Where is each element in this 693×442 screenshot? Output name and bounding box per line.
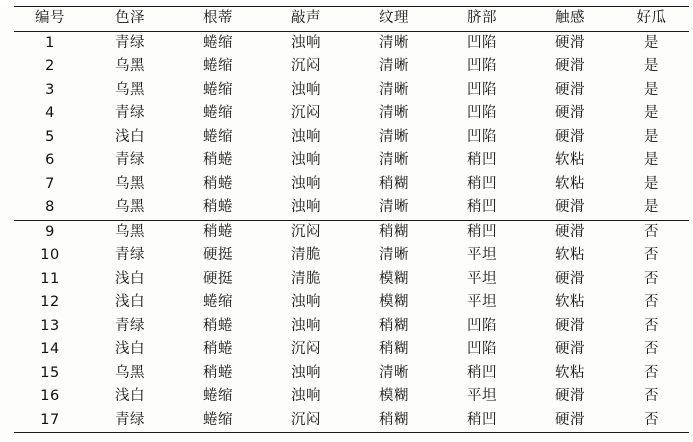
cell-value: 浊响 — [291, 175, 321, 192]
cell-value: 稍蜷 — [203, 152, 233, 168]
cell-value: 是 — [644, 175, 659, 192]
cell-value: 否 — [644, 364, 659, 381]
column-header-color: 色泽 — [86, 7, 174, 32]
cell-value: 浅白 — [115, 270, 145, 287]
cell-value: 稍蜷 — [203, 317, 233, 334]
cell-value: 清脆 — [291, 270, 321, 287]
cell-value: 凹陷 — [467, 34, 497, 51]
cell-value: 沉闷 — [262, 409, 350, 433]
cell-value: 硬滑 — [555, 388, 585, 404]
table-row — [14, 149, 689, 173]
cell-value: 清晰 — [379, 364, 409, 381]
column-header-umbilicus: 脐部 — [438, 7, 526, 32]
cell-value: 浊响 — [291, 364, 321, 381]
cell-value: 蜷缩 — [203, 128, 233, 145]
cell-value: 沉闷 — [291, 58, 321, 74]
table-row — [14, 409, 689, 433]
cell-value: 乌黑 — [115, 175, 145, 192]
cell-value: 硬滑 — [555, 81, 585, 98]
cell-value: 否 — [644, 270, 659, 287]
cell-value: 乌黑 — [115, 58, 145, 74]
cell-id: 10 — [40, 247, 60, 263]
cell-value: 稍凹 — [467, 199, 497, 215]
table-header — [14, 7, 689, 32]
cell-value: 稍糊 — [350, 409, 438, 433]
cell-value: 蜷缩 — [203, 294, 233, 310]
cell-value: 是 — [644, 34, 659, 51]
cell-value: 平坦 — [467, 270, 497, 287]
cell-value: 稍糊 — [379, 175, 409, 192]
cell-value: 清晰 — [379, 81, 409, 98]
cell-value: 浊响 — [291, 128, 321, 145]
cell-id: 17 — [14, 409, 86, 433]
cell-id: 16 — [40, 388, 60, 404]
cell-value: 稍糊 — [350, 220, 438, 244]
column-header-texture: 纹理 — [350, 7, 438, 32]
cell-value: 沉闷 — [291, 105, 321, 121]
cell-id: 14 — [40, 341, 60, 357]
cell-value: 凹陷 — [467, 105, 497, 121]
cell-value: 浊响 — [291, 294, 321, 310]
cell-value: 稍蜷 — [203, 199, 233, 215]
cell-value: 乌黑 — [86, 220, 174, 244]
cell-value: 平坦 — [467, 247, 497, 263]
cell-id: 12 — [40, 294, 60, 310]
cell-value: 清晰 — [379, 152, 409, 168]
cell-value: 模糊 — [379, 294, 409, 310]
cell-value: 是 — [644, 58, 659, 74]
table-header-row — [14, 7, 689, 32]
table-row — [14, 220, 689, 244]
cell-value: 清晰 — [379, 34, 409, 51]
cell-value: 是 — [644, 105, 659, 121]
cell-value: 软粘 — [555, 294, 585, 310]
cell-value: 乌黑 — [115, 364, 145, 381]
cell-id: 6 — [45, 152, 55, 168]
cell-value: 浅白 — [115, 294, 145, 310]
column-header-root: 根蒂 — [174, 7, 262, 32]
cell-value: 凹陷 — [467, 128, 497, 145]
cell-value: 模糊 — [379, 388, 409, 404]
cell-value: 否 — [644, 341, 659, 357]
cell-value: 浊响 — [291, 81, 321, 98]
cell-value: 青绿 — [115, 317, 145, 334]
cell-value: 清脆 — [291, 247, 321, 263]
cell-value: 是 — [644, 128, 659, 145]
cell-value: 乌黑 — [115, 199, 145, 215]
table-row — [14, 338, 689, 362]
cell-value: 乌黑 — [115, 81, 145, 98]
cell-value: 否 — [644, 294, 659, 310]
cell-value: 硬滑 — [555, 341, 585, 357]
cell-value: 沉闷 — [262, 220, 350, 244]
cell-value: 蜷缩 — [203, 388, 233, 404]
cell-value: 浅白 — [115, 388, 145, 404]
table-row — [14, 291, 689, 315]
cell-value: 青绿 — [115, 34, 145, 51]
cell-value: 模糊 — [379, 270, 409, 287]
cell-value: 蜷缩 — [203, 34, 233, 51]
cell-value: 硬滑 — [555, 128, 585, 145]
cell-value: 蜷缩 — [174, 409, 262, 433]
cell-value: 硬挺 — [203, 270, 233, 287]
column-header-label: 好瓜 — [614, 7, 689, 32]
table-row — [14, 244, 689, 268]
cell-value: 青绿 — [86, 409, 174, 433]
watermelon-dataset-table — [14, 6, 689, 433]
cell-value: 浊响 — [291, 388, 321, 404]
cell-value: 稍糊 — [379, 341, 409, 357]
table-row — [14, 79, 689, 103]
cell-value: 浊响 — [291, 152, 321, 168]
cell-value: 软粘 — [555, 175, 585, 192]
cell-value: 蜷缩 — [203, 105, 233, 121]
column-header-id: 编号 — [14, 7, 86, 32]
cell-value: 硬滑 — [555, 317, 585, 334]
cell-value: 清晰 — [379, 128, 409, 145]
cell-value: 稍凹 — [438, 409, 526, 433]
cell-id: 5 — [45, 128, 55, 145]
table-row — [14, 102, 689, 126]
cell-id: 8 — [45, 199, 55, 215]
cell-value: 稍蜷 — [174, 220, 262, 244]
cell-value: 浊响 — [291, 317, 321, 334]
table-row — [14, 173, 689, 197]
cell-value: 是 — [644, 81, 659, 98]
cell-id: 4 — [45, 105, 55, 121]
cell-value: 软粘 — [555, 247, 585, 263]
cell-value: 青绿 — [115, 105, 145, 121]
cell-value: 稍凹 — [467, 364, 497, 381]
cell-value: 凹陷 — [467, 81, 497, 98]
table-row — [14, 362, 689, 386]
cell-value: 凹陷 — [467, 58, 497, 74]
cell-value: 清晰 — [379, 105, 409, 121]
cell-value: 硬滑 — [555, 105, 585, 121]
table-row — [14, 55, 689, 79]
table-row — [14, 31, 689, 55]
cell-value: 否 — [614, 409, 689, 433]
cell-value: 硬滑 — [555, 58, 585, 74]
document-page — [0, 6, 693, 442]
table-row — [14, 126, 689, 150]
cell-value: 否 — [644, 317, 659, 334]
cell-id: 3 — [45, 81, 55, 98]
cell-value: 稍凹 — [467, 152, 497, 168]
table-row — [14, 385, 689, 409]
cell-value: 青绿 — [115, 247, 145, 263]
cell-id: 2 — [45, 58, 55, 74]
cell-value: 沉闷 — [291, 341, 321, 357]
cell-value: 稍凹 — [438, 220, 526, 244]
cell-value: 浊响 — [291, 34, 321, 51]
cell-id: 13 — [40, 317, 60, 334]
cell-value: 浅白 — [115, 341, 145, 357]
cell-value: 硬滑 — [555, 34, 585, 51]
cell-value: 稍糊 — [379, 317, 409, 334]
cell-value: 硬挺 — [203, 247, 233, 263]
cell-value: 凹陷 — [467, 341, 497, 357]
cell-value: 硬滑 — [526, 220, 614, 244]
cell-value: 稍蜷 — [203, 341, 233, 357]
cell-value: 浅白 — [115, 128, 145, 145]
cell-value: 硬滑 — [555, 199, 585, 215]
cell-id: 11 — [40, 270, 60, 287]
cell-value: 清晰 — [379, 58, 409, 74]
cell-value: 稍凹 — [467, 175, 497, 192]
cell-value: 蜷缩 — [203, 58, 233, 74]
cell-value: 稍蜷 — [203, 175, 233, 192]
cell-value: 青绿 — [115, 152, 145, 168]
cell-id: 9 — [14, 220, 86, 244]
cell-value: 硬滑 — [526, 409, 614, 433]
cell-value: 软粘 — [555, 152, 585, 168]
cell-id: 15 — [40, 364, 60, 381]
column-header-touch: 触感 — [526, 7, 614, 32]
cell-value: 稍蜷 — [203, 364, 233, 381]
cell-value: 浊响 — [291, 199, 321, 215]
cell-value: 否 — [614, 220, 689, 244]
cell-value: 清晰 — [379, 247, 409, 263]
table-body — [14, 31, 689, 433]
cell-value: 否 — [644, 247, 659, 263]
cell-value: 硬滑 — [555, 270, 585, 287]
cell-id: 7 — [45, 175, 55, 192]
cell-value: 否 — [644, 388, 659, 404]
cell-value: 是 — [644, 152, 659, 168]
cell-value: 平坦 — [467, 388, 497, 404]
cell-value: 清晰 — [379, 199, 409, 215]
cell-value: 是 — [644, 199, 659, 215]
table-row — [14, 315, 689, 339]
column-header-sound: 敲声 — [262, 7, 350, 32]
cell-value: 平坦 — [467, 294, 497, 310]
cell-id: 1 — [45, 34, 55, 51]
table-row — [14, 268, 689, 292]
cell-value: 蜷缩 — [203, 81, 233, 98]
cell-value: 凹陷 — [467, 317, 497, 334]
table-row — [14, 196, 689, 220]
cell-value: 软粘 — [555, 364, 585, 381]
